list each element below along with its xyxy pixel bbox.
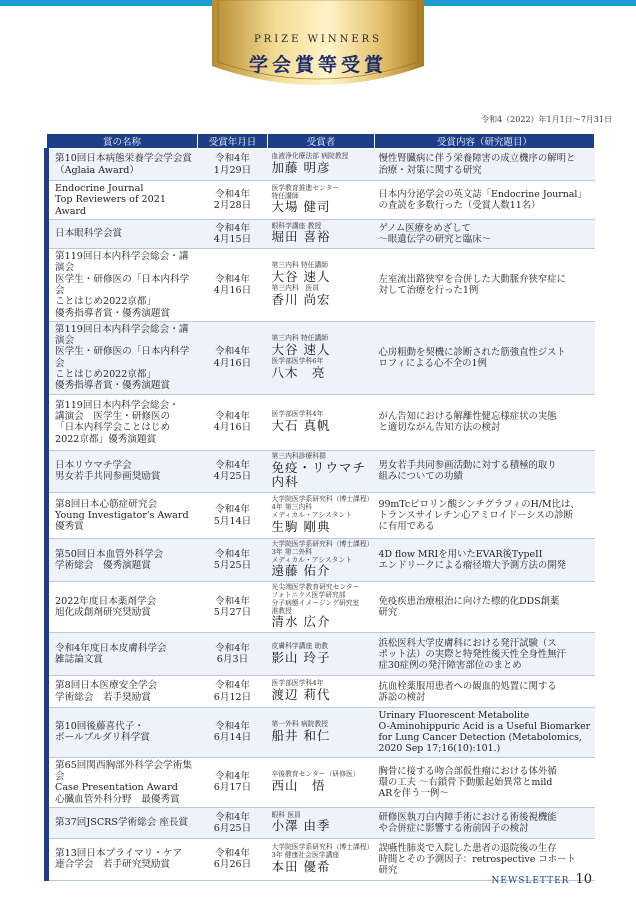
recipient-name: 影山 玲子	[271, 649, 331, 665]
award-name-cell	[47, 708, 198, 757]
recipient-cell	[268, 582, 375, 633]
award-name-cell	[47, 394, 198, 450]
recipient-cell	[268, 757, 375, 807]
text-line: 日本リウマチ学会	[55, 460, 132, 472]
award-date-cell	[198, 450, 268, 492]
text-line: 6月12日	[213, 691, 252, 703]
text-line: 血液浄化療法部 病院教授	[271, 152, 349, 161]
text-line: 令和4年	[215, 188, 250, 200]
text-line: 胸骨に接する吻合部仮性瘤における体外循	[378, 765, 557, 777]
text-line: 第65回関西胸部外科学会学術集会	[55, 759, 192, 782]
text-line: 卒後教育センター（研修医）	[271, 769, 360, 778]
recipient-cell	[268, 219, 375, 248]
text-line: 令和4年	[215, 153, 250, 165]
text-line: と適切ながん告知方法の検討	[378, 422, 501, 434]
text-line: 浜松医科大学皮膚科における発汗試験（ス	[378, 637, 557, 649]
recipient-name: 八木 亮	[271, 364, 326, 380]
text-line: ARを伴う一例〜	[378, 787, 449, 799]
award-date-cell	[198, 757, 268, 807]
text-line: 講演会 医学生・研修医の	[55, 410, 171, 422]
award-content-cell	[375, 676, 595, 708]
recipient-cell	[268, 450, 375, 492]
recipient-name: 加藤 明彦	[271, 160, 331, 176]
text-line: 3年 第二外科	[271, 547, 312, 556]
text-line: 皮膚科学講座 助教	[271, 641, 329, 650]
text-line: 研修医執刀白内障手術における術後視機能	[378, 811, 557, 823]
text-line: 左室流出路狭窄を合併した大動脈弁狭窄症に	[378, 273, 567, 285]
award-name-cell	[47, 321, 198, 394]
table-row	[47, 321, 595, 394]
text-line: フォトニクス医学研究部	[271, 591, 346, 599]
award-name-cell	[47, 676, 198, 708]
text-line: 症30症例の発汗障害部位のまとめ	[378, 659, 522, 671]
text-line: 令和4年度日本皮膚科学会	[55, 642, 167, 654]
text-line: メディカル・アシスタント	[271, 555, 353, 564]
text-line: 組みについての功績	[378, 471, 463, 483]
page-title: 学会賞等受賞	[248, 54, 387, 76]
text-line: 優秀賞	[55, 521, 84, 533]
text-line: 日本眼科学会賞	[55, 228, 123, 240]
text-line: Endocrine Journal	[55, 183, 144, 194]
award-content-cell	[375, 807, 595, 838]
recipient-name: 遠藤 佑介	[271, 563, 331, 579]
text-line: 令和4年	[215, 273, 250, 285]
text-line: 第三内科診療科群	[271, 451, 326, 460]
award-name-cell	[47, 582, 198, 633]
text-line: 3年 健康社会医学講座	[271, 850, 340, 859]
award-date-cell	[198, 708, 268, 757]
text-line: Case Presentation Award	[55, 782, 178, 794]
award-date-cell	[198, 321, 268, 394]
footer	[492, 872, 592, 887]
page-number: 10	[575, 872, 592, 887]
text-line: 第119回日本内科学会総会・	[55, 399, 179, 411]
table-row	[47, 149, 595, 181]
text-line: 連合学会 若手研究奨励賞	[55, 859, 171, 871]
award-name-cell	[47, 807, 198, 838]
table-row	[47, 708, 595, 757]
text-line: 誤嚥性肺炎で入院した患者の退院後の生存	[378, 842, 557, 854]
award-content-cell	[375, 633, 595, 676]
column-header-date: 受賞年月日	[198, 134, 268, 149]
text-line: 分子病態イメージング研究室	[271, 598, 360, 607]
text-line: 第三内科 医員	[271, 283, 320, 292]
table-row	[47, 248, 595, 321]
text-line: 第8回日本心筋症研究会	[55, 498, 158, 510]
award-content-cell	[375, 181, 595, 220]
text-line: 令和4年	[215, 848, 250, 859]
text-line: 医学部医学科6年	[271, 356, 324, 365]
text-line: 第8回日本医療安全学会	[55, 680, 158, 692]
text-line: 心臓血管外科分野 最優秀賞	[55, 793, 180, 805]
text-line: 4D flow MRIを用いたEVAR後TypeII	[378, 549, 543, 560]
award-name-cell	[47, 493, 198, 539]
recipient-name: 香川 尚宏	[271, 291, 331, 307]
recipient-name: 大谷 速人	[271, 269, 331, 285]
text-line: 令和4年	[215, 410, 250, 422]
text-line: に有用である	[378, 521, 435, 533]
recipient-name: 船井 和仁	[271, 727, 331, 743]
text-line: 第50回日本血管外科学会	[55, 548, 164, 560]
text-line: 光尖端医学教育研究センター	[271, 583, 360, 592]
recipient-name: 西山 悟	[271, 777, 326, 793]
text-line: 1月29日	[213, 164, 252, 176]
text-line: 眼科学講座 教授	[271, 221, 322, 230]
recipient-cell	[268, 248, 375, 321]
recipient-cell	[268, 493, 375, 539]
recipient-cell	[268, 539, 375, 582]
table-row	[47, 181, 595, 220]
period-range: 令和4（2022）年1月1日〜7月31日	[481, 115, 612, 124]
text-line: の査読を多数行った（受賞人数11名）	[378, 199, 541, 211]
column-header-award: 賞の名称	[47, 134, 198, 149]
text-line: 研究	[378, 864, 398, 876]
text-line: トランスサイレチン心アミロイドーシスの診断	[378, 509, 574, 521]
table-row	[47, 757, 595, 807]
text-line: 第10回後藤喜代子・	[55, 721, 144, 733]
text-line: 第119回日本内科学会総会・講演会	[55, 250, 189, 274]
text-line: 4月15日	[213, 233, 252, 245]
recipient-name: 清水 広介	[271, 614, 331, 630]
recipient-cell	[268, 676, 375, 708]
table-row	[47, 493, 595, 539]
text-line: 4月16日	[213, 357, 252, 369]
text-line: 令和4年	[215, 222, 250, 234]
text-line: 令和4年	[215, 548, 250, 560]
text-line: Urinary Fluorescent Metabolite	[378, 710, 530, 722]
award-date-cell	[198, 219, 268, 248]
text-line: 令和4年	[215, 811, 250, 823]
text-line: 訴訟の検討	[378, 691, 426, 703]
text-line: 6月14日	[213, 732, 252, 744]
text-line: 男女若手共同参画活動に対する積極的取り	[378, 460, 557, 472]
text-line: 令和4年	[215, 642, 250, 654]
text-line: 令和4年	[215, 770, 250, 782]
table-row	[47, 807, 595, 838]
text-line: ことはじめ2022京都」	[55, 369, 157, 381]
text-line: 第119回日本内科学会総会・講演会	[55, 323, 189, 347]
text-line: 医学部医学科4年	[271, 679, 324, 688]
text-line: O-Aminohippuric Acid is a Useful Biomarker	[378, 721, 591, 733]
recipient-name: 堀田 喜裕	[271, 229, 331, 245]
newsletter-logo: NEWSLETTER	[491, 876, 570, 886]
text-line: 4月16日	[213, 422, 252, 434]
text-line: 令和4年	[215, 460, 250, 472]
table-row	[47, 582, 595, 633]
recipient-cell	[268, 807, 375, 838]
table-row	[47, 219, 595, 248]
text-line: 医学生・研修医の「日本内科学会	[55, 346, 190, 369]
text-line: 時間とその予測因子：retrospective コホート	[378, 853, 576, 865]
text-line: （Aglaia Award）	[55, 164, 140, 176]
table-row	[47, 676, 595, 708]
text-line: 5月27日	[213, 607, 252, 619]
text-line: 研究	[378, 607, 398, 619]
recipient-name: 本田 優希	[271, 858, 331, 874]
recipient-name: 大場 健司	[271, 199, 331, 215]
award-content-cell	[375, 394, 595, 450]
text-line: 医学教育推進センター	[271, 183, 340, 192]
text-line: 99mTcピロリン酸シンチグラフィのH/M比は、	[378, 498, 580, 510]
text-line: 令和4年	[215, 680, 250, 692]
prize-winners-label: PRIZE WINNERS	[253, 34, 383, 45]
text-line: 第37回JSCRS学術総会 座長賞	[55, 817, 189, 829]
award-date-cell	[198, 493, 268, 539]
text-line: 第13回日本プライマリ・ケア	[55, 848, 183, 859]
award-date-cell	[198, 676, 268, 708]
award-name-cell	[47, 757, 198, 807]
column-header-content: 受賞内容（研究題目）	[375, 134, 595, 149]
recipient-cell	[268, 149, 375, 181]
text-line: 4月25日	[213, 471, 252, 483]
text-line: 抗血栓薬服用患者への観血的処置に関する	[378, 680, 557, 692]
award-date-cell	[198, 394, 268, 450]
recipient-cell	[268, 838, 375, 880]
text-line: 学術総会 若手奨励賞	[55, 691, 151, 703]
text-line: 2022年度日本薬剤学会	[55, 595, 157, 607]
text-line: 学術総会 優秀演題賞	[55, 560, 151, 572]
text-line: 第三内科 特任講師	[271, 334, 329, 343]
award-date-cell	[198, 248, 268, 321]
text-line: Top Reviewers of 2021 Award	[55, 194, 166, 217]
text-line: 4月16日	[213, 284, 252, 296]
text-line: 慢性腎臓病に伴う栄養障害の成立機序の解明と	[378, 153, 576, 165]
text-line: 4年 第三内科	[271, 503, 312, 512]
text-line: 「日本内科学会ことはじめ	[55, 422, 171, 434]
text-line: 令和4年	[215, 346, 250, 358]
text-line: 眼科 医員	[271, 810, 301, 819]
gold-ribbon-icon	[212, 0, 424, 96]
text-line: 2月28日	[213, 199, 252, 211]
text-line: 6月26日	[213, 859, 252, 871]
text-line: ポールブルダリ科学賞	[55, 732, 150, 744]
text-line: ことはじめ2022京都」	[55, 296, 157, 308]
text-line: 2022京都」優秀演題賞	[55, 433, 157, 445]
text-line: 第三内科 特任講師	[271, 261, 329, 270]
recipient-cell	[268, 181, 375, 220]
text-line: 第10回日本病態栄養学会学会賞	[55, 153, 192, 165]
text-line: 〜眼遺伝学の研究と臨床〜	[378, 233, 492, 245]
award-date-cell	[198, 539, 268, 582]
award-date-cell	[198, 181, 268, 220]
award-table	[44, 133, 595, 881]
table-row	[47, 394, 595, 450]
award-name-cell	[47, 149, 198, 181]
recipient-cell	[268, 708, 375, 757]
award-name-cell	[47, 248, 198, 321]
award-date-cell	[198, 807, 268, 838]
award-content-cell	[375, 219, 595, 248]
text-line: エンドリークによる瘤径増大予測方法の開発	[378, 560, 567, 572]
award-content-cell	[375, 248, 595, 321]
column-header-recipient: 受賞者	[268, 134, 375, 149]
text-line: 医学部医学科4年	[271, 409, 324, 418]
text-line: 5月14日	[213, 515, 252, 527]
table-row	[47, 450, 595, 492]
award-content-cell	[375, 493, 595, 539]
recipient-cell	[268, 394, 375, 450]
recipient-name: 生駒 剛典	[271, 518, 331, 534]
text-line: 治療・対策に関する研究	[378, 164, 482, 176]
award-date-cell	[198, 633, 268, 676]
award-name-cell	[47, 181, 198, 220]
text-line: 准教授	[271, 606, 292, 615]
text-line: 免疫疾患治療根治に向けた標的化DDS創薬	[378, 596, 560, 608]
text-line: 優秀指導者賞・優秀演題賞	[55, 307, 171, 319]
text-line: 雑誌論文賞	[55, 654, 103, 666]
text-line: 令和4年	[215, 721, 250, 733]
text-line: 第一外科 病院教授	[271, 720, 329, 729]
text-line: Young Investigator's Award	[55, 509, 189, 521]
award-content-cell	[375, 321, 595, 394]
award-content-cell	[375, 539, 595, 582]
recipient-name: 渡辺 莉代	[271, 687, 331, 703]
award-name-cell	[47, 838, 198, 880]
text-line: 特任講師	[271, 191, 299, 200]
text-line: 環の工夫 〜右鎖骨下動脈起始異常とmild	[378, 776, 553, 788]
text-line: 日本内分泌学会の英文誌「Endocrine Journal」	[378, 188, 587, 200]
text-line: 6月17日	[213, 782, 252, 794]
award-date-cell	[198, 838, 268, 880]
text-line: for Lung Cancer Detection (Metabolomics,	[378, 732, 582, 744]
text-line: 令和4年	[215, 595, 250, 607]
text-line: 対して治療を行った1例	[378, 284, 479, 296]
text-line: 医学生・研修医の「日本内科学会	[55, 273, 190, 296]
text-line: 2020 Sep 17;16(10):101.)	[378, 743, 501, 755]
award-content-cell	[375, 708, 595, 757]
recipient-name: 大石 真帆	[271, 417, 331, 433]
text-line: がん告知における解離性健忘様症状の実態	[378, 411, 557, 423]
text-line: 男女若手共同参画奨励賞	[55, 471, 161, 483]
text-line: 大学院医学系研究科（博士課程）	[271, 540, 374, 548]
text-line: メディカル・アシスタント	[271, 511, 353, 520]
text-line: 5月25日	[213, 560, 252, 572]
award-content-cell	[375, 757, 595, 807]
text-line: ロフィによる心不全の1例	[378, 357, 487, 369]
award-name-cell	[47, 633, 198, 676]
award-name-cell	[47, 539, 198, 582]
award-content-cell	[375, 149, 595, 181]
text-line: 旭化成創剤研究奨励賞	[55, 607, 151, 619]
recipient-name: 小澤 由季	[271, 818, 331, 834]
recipient-name: 免疫・リウマチ内科	[271, 459, 367, 490]
award-content-cell	[375, 450, 595, 492]
award-content-cell	[375, 582, 595, 633]
award-date-cell	[198, 582, 268, 633]
table-header-row	[47, 134, 595, 149]
recipient-cell	[268, 633, 375, 676]
text-line: 心房粗動を契機に診断された筋強直性ジスト	[378, 346, 566, 358]
award-name-cell	[47, 450, 198, 492]
table-row	[47, 633, 595, 676]
text-line: 大学院医学系研究科（博士課程）	[271, 495, 374, 504]
award-date-cell	[198, 149, 268, 181]
table-row	[47, 539, 595, 582]
award-name-cell	[47, 219, 198, 248]
recipient-name: 大谷 速人	[271, 342, 331, 357]
recipient-cell	[268, 321, 375, 394]
text-line: や合併症に影響する術前因子の検討	[378, 822, 529, 834]
text-line: 6月25日	[213, 822, 252, 834]
text-line: ゲノム医療をめざして	[378, 222, 471, 234]
text-line: ポット法）の実際と特発性後天性全身性無汗	[378, 648, 567, 660]
text-line: 優秀指導者賞・優秀演題賞	[55, 380, 171, 392]
text-line: 6月3日	[216, 654, 249, 666]
prize-winners-banner	[212, 0, 424, 96]
text-line: 令和4年	[215, 504, 250, 516]
text-line: 大学院医学系研究科（博士課程）	[271, 843, 374, 852]
